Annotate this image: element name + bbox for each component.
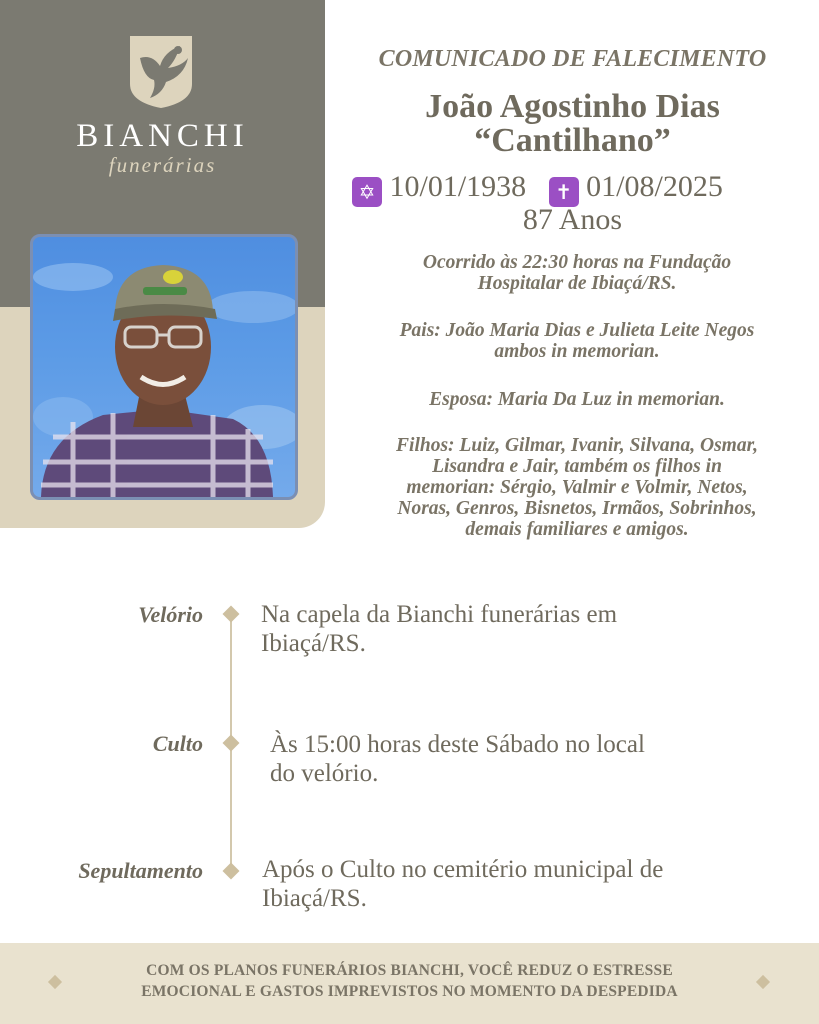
occurred-info (352, 252, 802, 294)
children-line: Noras, Genros, Bisnetos, Irmãos, Sobrinhos, (397, 498, 757, 519)
parents-line: Pais: João Maria Dias e Julieta Leite Negos (399, 320, 755, 341)
spouse-info (352, 389, 802, 410)
parents-line: ambos in memorian. (494, 341, 660, 362)
portrait-photo (30, 234, 298, 500)
timeline-label-sepultamento: Sepultamento (78, 858, 203, 883)
children-info (352, 435, 802, 540)
timeline-text-sepultamento (262, 855, 663, 913)
footer-line: COM OS PLANOS FUNERÁRIOS BIANCHI, VOCÊ REDUZ O ESTRESSE (146, 962, 673, 979)
timeline-text-line: Ibiaçá/RS. (261, 630, 366, 657)
birth-date: 10/01/1938 (389, 170, 527, 203)
age: 87 Anos (522, 203, 623, 236)
timeline-text-line: Ibiaçá/RS. (262, 885, 367, 912)
timeline-text-line: Após o Culto no cemitério municipal de (262, 856, 664, 883)
timeline-label-culto: Culto (152, 731, 203, 756)
star-of-david-icon: ✡ (352, 177, 382, 207)
deceased-nickname: “Cantilhano” (474, 122, 671, 159)
brand-subtitle: funerárias (108, 153, 217, 177)
children-line: Lisandra e Jair, também os filhos in (432, 456, 722, 477)
footer-slogan (70, 960, 749, 1002)
deceased-name: João Agostinho Dias (425, 88, 720, 125)
timeline-text-line: do velório. (270, 760, 379, 787)
timeline-diamond-icon (223, 606, 240, 623)
occurred-line: Ocorrido às 22:30 horas na Fundação (422, 252, 732, 273)
timeline-label-velorio: Velório (138, 602, 203, 627)
dove-crest-icon (122, 32, 200, 110)
timeline-text-line: Às 15:00 horas deste Sábado no local (270, 731, 645, 758)
children-line: Filhos: Luiz, Gilmar, Ivanir, Silvana, Osmar, (396, 435, 758, 456)
footer-line: EMOCIONAL E GASTOS IMPREVISTOS NO MOMENTO DA DESPEDIDA (141, 983, 678, 1000)
dates-row (352, 169, 723, 207)
portrait-illustration (33, 237, 295, 497)
occurred-line: Hospitalar de Ibiaçá/RS. (477, 273, 677, 294)
notice-header: COMUNICADO DE FALECIMENTO (378, 46, 767, 72)
spouse-line: Esposa: Maria Da Luz in memorian. (429, 389, 725, 410)
brand-name: BIANCHI (76, 118, 249, 154)
children-line: memorian: Sérgio, Valmir e Volmir, Netos, (406, 477, 748, 498)
timeline-text-culto (270, 730, 645, 788)
timeline-text-line: Na capela da Bianchi funerárias em (261, 601, 618, 628)
children-line: demais familiares e amigos. (465, 519, 689, 540)
timeline-text-velorio (261, 600, 617, 658)
latin-cross-icon: ✝ (549, 177, 579, 207)
parents-info (352, 320, 802, 362)
timeline-diamond-icon (223, 863, 240, 880)
timeline-diamond-icon (223, 735, 240, 752)
death-date: 01/08/2025 (586, 170, 723, 203)
